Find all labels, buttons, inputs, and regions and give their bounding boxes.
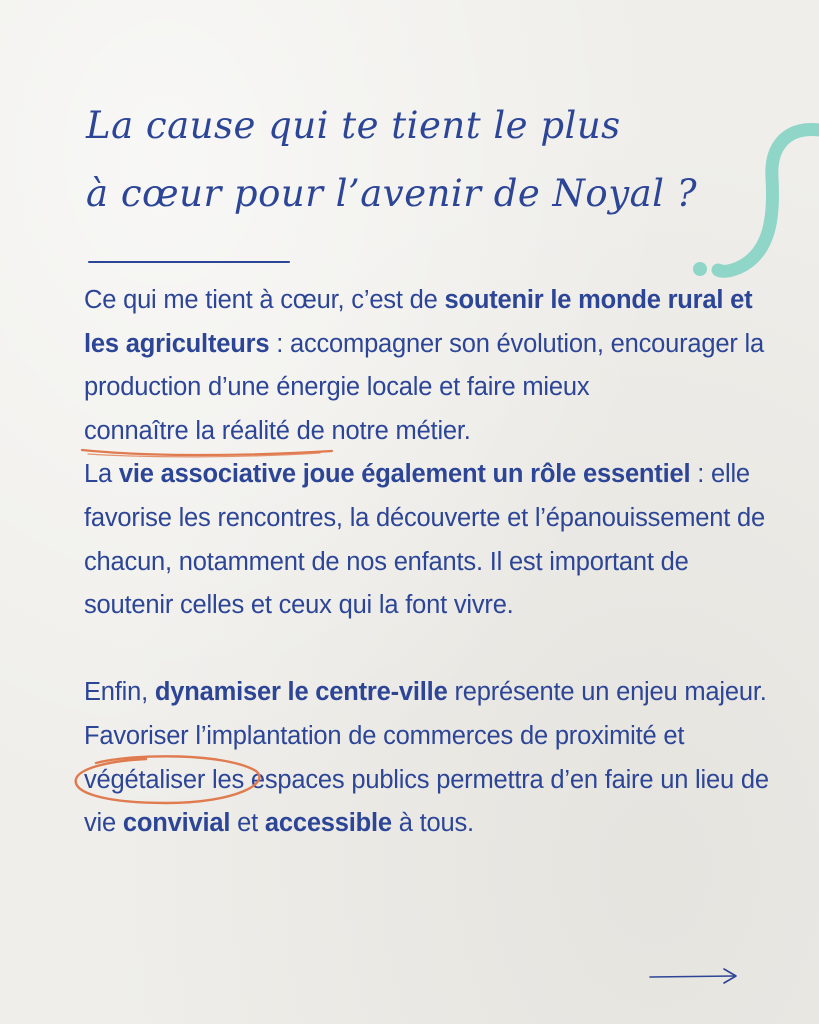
text-segment: et [230, 809, 265, 838]
highlighted-segment: connaître la réalité [84, 416, 290, 445]
teal-swirl-icon [690, 118, 819, 288]
paragraph-centre-ville [84, 671, 784, 845]
highlighted-segment: végétaliser [84, 765, 206, 794]
title-divider [88, 261, 290, 263]
bold-segment: convivial [122, 809, 231, 838]
underline-stroke-icon [80, 445, 336, 459]
circle-stroke-icon [66, 753, 266, 809]
underlined-phrase [84, 410, 290, 454]
paragraph-rural [84, 279, 784, 453]
bold-segment: accessible [264, 809, 392, 838]
bold-segment: soutenir le monde rural et les agriculteurs [84, 286, 753, 358]
page-title [86, 92, 726, 228]
arrow-right-icon[interactable] [648, 966, 740, 986]
text-segment: de notre métier. [289, 416, 471, 445]
text-segment: La [84, 460, 119, 489]
circled-word [84, 759, 205, 803]
bold-segment: dynamiser le centre-ville [154, 678, 448, 707]
text-segment: : elle favorise les rencontres, la découverte et l’épanouissement de chacun, notamment de nos enfants. Il est important de soutenir celles et ceux qui la font vivre. [84, 460, 765, 620]
paragraph-associative [84, 453, 784, 627]
title-line-1: La cause qui te tient le plus [86, 104, 621, 147]
text-segment: à tous. [391, 809, 474, 838]
bold-segment: vie associative joue également un rôle essentiel [118, 460, 691, 489]
text-segment: Enfin, [84, 678, 155, 707]
text-segment: : accompagner son évolution, encourager la production d’une énergie locale et faire mieux [84, 329, 764, 402]
text-segment: les espaces publics permettra d’en faire un lieu de vie [84, 765, 769, 838]
text-segment: représente un enjeu majeur. Favoriser l’implantation de commerces de proximité et [84, 678, 767, 750]
text-segment: Ce qui me tient à cœur, c’est de [84, 286, 445, 314]
title-line-2: à cœur pour l’avenir de Noyal ? [86, 172, 698, 215]
body-text [84, 279, 784, 846]
